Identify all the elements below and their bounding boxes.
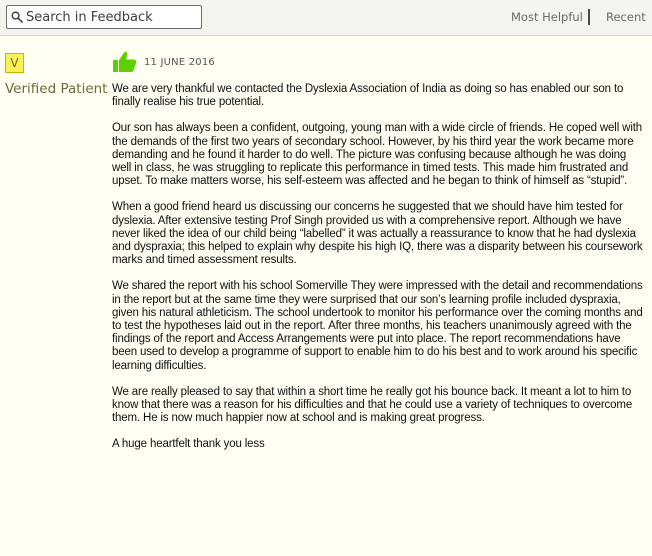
review-paragraph: We are very thankful we contacted the Dyslexia Association of India as doing so has enabled our son to finally realise his true potential. [112, 83, 624, 109]
review-paragraph: We shared the report with his school Somerville They were impressed with the detail and recommendations in the report but at the same time they were surprised that our son’s learning profile included dyspraxia, given his natural athleticism. The school undertook to monitor his performance over the coming months and to test the hypotheses laid out in the report. After three months, his teachers unanimously agreed with the findings of the report and Access Arrangements were put into place. The report recommendations have been used to develop a programme of support to enable him to do his best and to work around his specific learning difficulties. [112, 280, 643, 372]
review-paragraph: Our son has always been a confident, outgoing, young man with a wide circle of friends. He coped well with the demands of the first two years of secondary school. However, by his third year the work became more demanding and he found it harder to do well. The picture was confusing because although he was doing well in class, he was struggling to replicate this performance in timed tests. This made him frustrated and upset. To make matters worse, his self-esteem was affected and he began to think of himself as “stupid”. [112, 122, 643, 188]
review-body [112, 83, 644, 465]
avatar: V [5, 53, 24, 73]
sort-recent-link[interactable]: Recent [606, 10, 646, 24]
search-icon [11, 11, 23, 23]
author-name: Verified Patient [5, 81, 108, 97]
search-box[interactable] [6, 5, 202, 29]
sort-divider [588, 9, 590, 25]
review-paragraph: We are really pleased to say that within a short time he really got his bounce back. It meant a lot to him to know that there was a reason for his difficulties and that he could use a variety of techniques to overcome them. He is now much happier now at school and is making great progress. [112, 385, 633, 425]
review-paragraph: A huge heartfelt thank you less [112, 438, 265, 451]
sort-most-helpful-link[interactable]: Most Helpful [511, 10, 583, 24]
search-input[interactable] [23, 7, 196, 27]
thumbs-up-icon [113, 51, 137, 73]
review-paragraph: When a good friend heard us discussing our concerns he suggested that we should have him tested for dyslexia. After extensive testing Prof Singh provided us with a comprehensive report. Although we have never liked the idea of our child being “labelled” it was actually a reassurance to know that he had dyslexia and dyspraxia; this helped to explain why despite his high IQ, there was a disparity between his coursework marks and timed assessment results. [112, 201, 643, 267]
review-date: 11 JUNE 2016 [144, 57, 215, 68]
top-toolbar [0, 0, 652, 36]
